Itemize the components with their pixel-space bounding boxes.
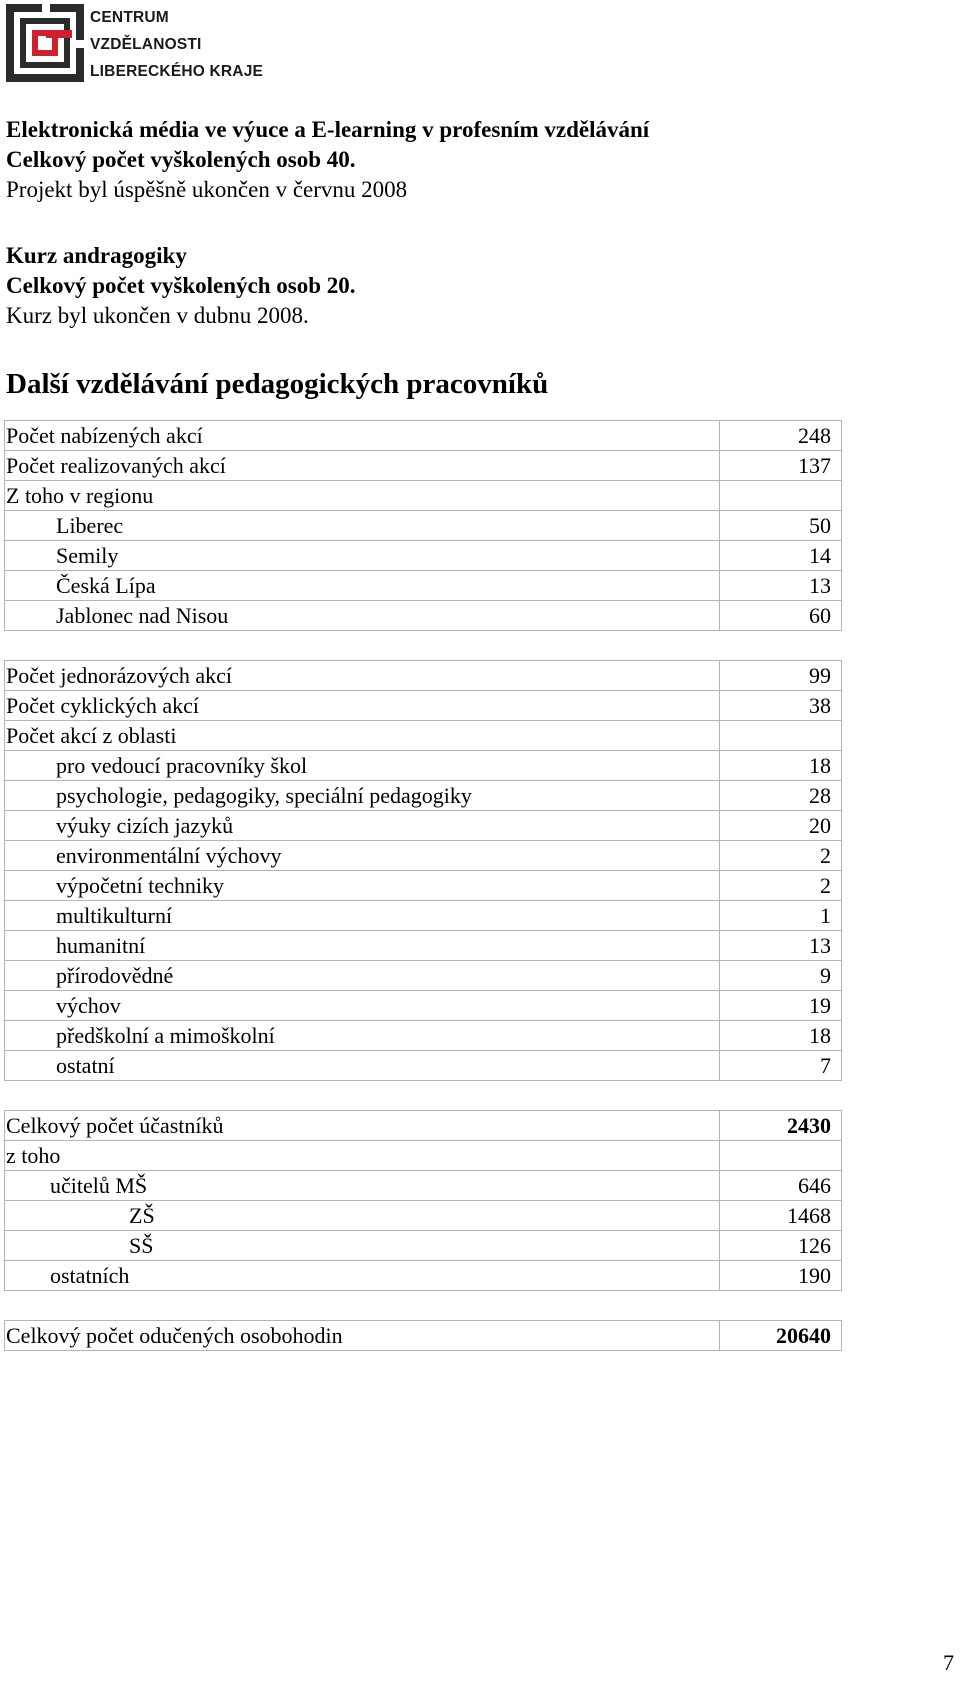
table-row <box>5 901 842 931</box>
table-row <box>5 1141 842 1171</box>
row-label: Liberec <box>5 511 720 541</box>
logo <box>6 4 264 84</box>
row-label: předškolní a mimoškolní <box>5 1021 720 1051</box>
row-label: Jablonec nad Nisou <box>5 601 720 631</box>
project-1-status: Projekt byl úspěšně ukončen v červnu 2008 <box>6 177 408 202</box>
project-2-status: Kurz byl ukončen v dubnu 2008. <box>6 303 309 328</box>
row-value <box>720 481 842 511</box>
spacer-row <box>5 1291 842 1321</box>
project-2-count: Celkový počet vyškolených osob 20. <box>6 273 356 298</box>
table-row <box>5 1171 842 1201</box>
row-label: environmentální výchovy <box>5 841 720 871</box>
row-value: 1 <box>720 901 842 931</box>
statistics-table <box>4 420 842 1351</box>
table-row <box>5 961 842 991</box>
row-label: ostatních <box>5 1261 720 1291</box>
table-row <box>5 751 842 781</box>
row-value: 248 <box>720 421 842 451</box>
row-value: 190 <box>720 1261 842 1291</box>
table-row <box>5 811 842 841</box>
row-value: 18 <box>720 1021 842 1051</box>
row-value: 38 <box>720 691 842 721</box>
row-label: Počet realizovaných akcí <box>5 451 720 481</box>
row-value: 50 <box>720 511 842 541</box>
row-label: psychologie, pedagogiky, speciální pedagogiky <box>5 781 720 811</box>
spacer-row <box>5 631 842 661</box>
row-value: 646 <box>720 1171 842 1201</box>
row-value: 20 <box>720 811 842 841</box>
table-row <box>5 451 842 481</box>
table-row <box>5 721 842 751</box>
row-label: Počet akcí z oblasti <box>5 721 720 751</box>
row-value: 13 <box>720 931 842 961</box>
table-row <box>5 1111 842 1141</box>
row-label: přírodovědné <box>5 961 720 991</box>
row-label: humanitní <box>5 931 720 961</box>
logo-line-1: CENTRUM <box>90 9 169 26</box>
row-value: 14 <box>720 541 842 571</box>
table-row <box>5 781 842 811</box>
row-label: Celkový počet odučených osobohodin <box>5 1321 720 1351</box>
row-value: 2 <box>720 841 842 871</box>
table-row <box>5 511 842 541</box>
row-label: výuky cizích jazyků <box>5 811 720 841</box>
row-label: Česká Lípa <box>5 571 720 601</box>
row-label: ZŠ <box>5 1201 720 1231</box>
project-1-block <box>6 115 649 205</box>
project-2-title: Kurz andragogiky <box>6 243 187 268</box>
table-row <box>5 841 842 871</box>
row-label: Počet nabízených akcí <box>5 421 720 451</box>
page-number: 7 <box>943 1650 954 1675</box>
row-label: pro vedoucí pracovníky škol <box>5 751 720 781</box>
table-row <box>5 421 842 451</box>
row-value: 2 <box>720 871 842 901</box>
project-1-count: Celkový počet vyškolených osob 40. <box>6 147 356 172</box>
maze-logo-icon <box>6 4 84 82</box>
row-value <box>720 721 842 751</box>
logo-line-3: LIBERECKÉHO KRAJE <box>90 63 264 80</box>
row-value: 20640 <box>720 1321 842 1351</box>
table-row <box>5 541 842 571</box>
table-row <box>5 601 842 631</box>
table-row <box>5 1051 842 1081</box>
table-row <box>5 1021 842 1051</box>
row-value: 9 <box>720 961 842 991</box>
logo-line-2: VZDĚLANOSTI <box>90 36 202 53</box>
row-label: Celkový počet účastníků <box>5 1111 720 1141</box>
row-value: 18 <box>720 751 842 781</box>
row-label: Počet jednorázových akcí <box>5 661 720 691</box>
table-row <box>5 1231 842 1261</box>
table-row <box>5 871 842 901</box>
row-label: Z toho v regionu <box>5 481 720 511</box>
table-row <box>5 1321 842 1351</box>
row-value: 28 <box>720 781 842 811</box>
row-value: 7 <box>720 1051 842 1081</box>
section-title: Další vzdělávání pedagogických pracovníků <box>6 368 549 400</box>
row-label: Počet cyklických akcí <box>5 691 720 721</box>
project-1-title: Elektronická média ve výuce a E-learning v profesním vzdělávání <box>6 117 650 142</box>
row-label: SŠ <box>5 1231 720 1261</box>
table-row <box>5 1201 842 1231</box>
row-value: 19 <box>720 991 842 1021</box>
row-label: multikulturní <box>5 901 720 931</box>
project-2-block <box>6 241 356 331</box>
row-label: z toho <box>5 1141 720 1171</box>
row-value: 99 <box>720 661 842 691</box>
table-row <box>5 1261 842 1291</box>
table-row <box>5 931 842 961</box>
row-label: učitelů MŠ <box>5 1171 720 1201</box>
row-value: 126 <box>720 1231 842 1261</box>
row-value: 1468 <box>720 1201 842 1231</box>
row-value: 2430 <box>720 1111 842 1141</box>
row-label: výchov <box>5 991 720 1021</box>
row-label: výpočetní techniky <box>5 871 720 901</box>
row-value: 13 <box>720 571 842 601</box>
row-value: 60 <box>720 601 842 631</box>
row-label: Semily <box>5 541 720 571</box>
row-value: 137 <box>720 451 842 481</box>
table-row <box>5 661 842 691</box>
table-row <box>5 571 842 601</box>
row-label: ostatní <box>5 1051 720 1081</box>
row-value <box>720 1141 842 1171</box>
logo-text <box>90 4 263 85</box>
table-row <box>5 481 842 511</box>
table-row <box>5 691 842 721</box>
table-row <box>5 991 842 1021</box>
spacer-row <box>5 1081 842 1111</box>
